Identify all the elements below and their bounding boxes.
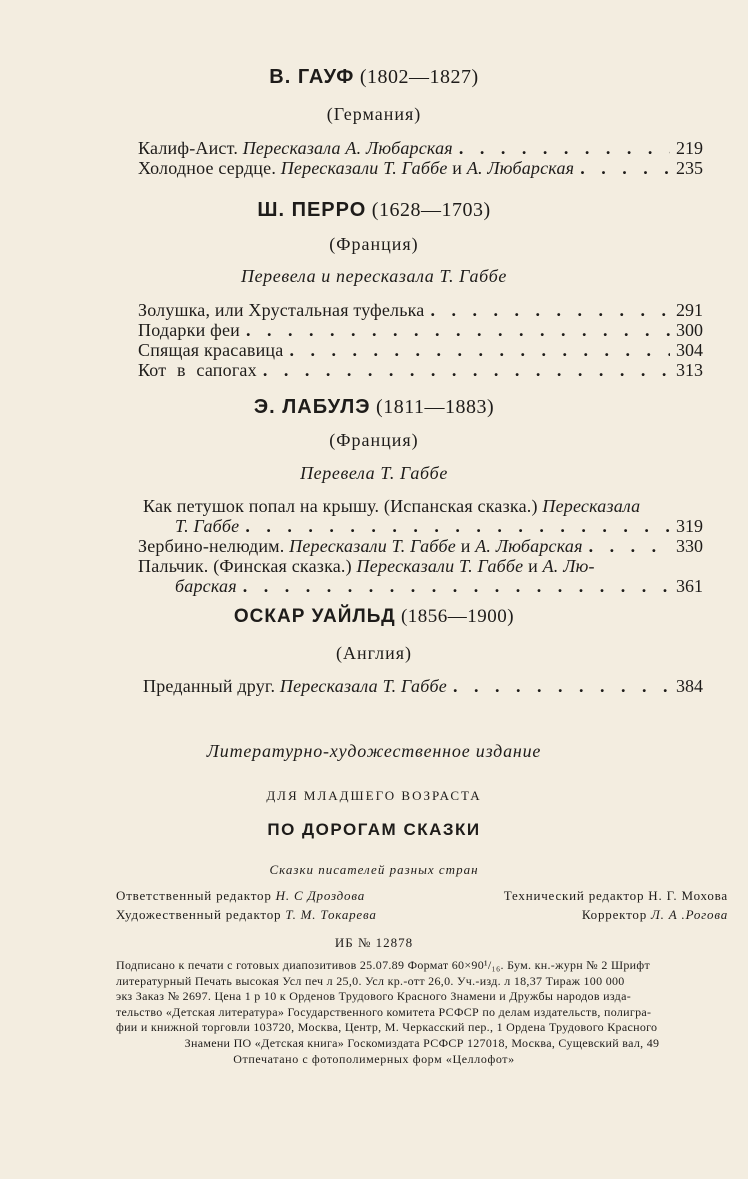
toc-entry[interactable] [138,360,703,380]
toc-page-number: 304 [676,340,703,360]
toc-page-number: 291 [676,300,703,320]
toc-laboulaye [138,496,703,596]
toc-entry-title: Подарки феи [138,320,240,340]
toc-hauff [138,138,703,178]
toc-entry[interactable] [138,158,703,178]
toc-page-number: 235 [676,158,703,178]
author-years: (1628—1703) [371,199,491,221]
dot-leader [243,576,670,596]
technical-editor: Технический редактор Н. Г. Мохова [503,888,728,903]
dot-leader [246,320,670,340]
author-heading-wilde [0,606,748,628]
toc-page-number: 219 [676,138,703,158]
book-subtitle: Сказки писателей разных стран [269,862,479,877]
dot-leader [263,360,670,380]
toc-entry-title: Кот в сапогах [138,360,257,380]
book-title: ПО ДОРОГАМ СКАЗКИ [267,820,481,839]
toc-wilde [143,676,703,696]
country-label: (Англия) [336,643,412,663]
author-years: (1802—1827) [359,66,479,88]
author-years: (1811—1883) [376,396,495,418]
toc-entry-title: Преданный друг. Пересказала Т. Габбе [143,676,447,696]
country-label: (Франция) [329,430,419,450]
toc-entry[interactable] [138,320,703,340]
toc-entry-title: Спящая красавица [138,340,284,360]
toc-entry[interactable] [138,300,703,320]
toc-page-number: 313 [676,360,703,380]
dot-leader [431,300,671,320]
corrector: Корректор Л. А .Рогова [581,907,728,922]
toc-page-number: 330 [676,536,703,556]
art-editor: Художественный редактор Т. М. Токарева [116,907,377,922]
dot-leader [453,676,670,696]
colophon-line: литературный Печать высокая Усл печ л 25,0. Усл кр.-отт 26,0. Уч.-изд. л 18,37 Тираж 100 000 [116,973,625,988]
responsible-editor: Ответственный редактор Н. С Дроздова [116,888,366,903]
translator-line: Перевела Т. Габбе [300,463,448,483]
dot-leader [459,138,670,158]
toc-entry[interactable] [138,340,703,360]
toc-entry-title: Пальчик. (Финская сказка.) Пересказали Т. Габбе и А. Лю- [138,556,595,576]
author-heading-hauff [0,66,748,89]
colophon-line: Подписано к печати с готовых диапозитивов 25.07.89 Формат 60×90¹/₁₆. Бум. кн.-журн № 2 Шрифт [116,958,651,972]
toc-entry[interactable]: Как петушок попал на крышу. (Испанская сказка.) Пересказала Т. Габбе . . . 319 [143,496,703,536]
author-name: Ш. ПЕРРО [257,199,367,221]
colophon-line: фии и книжной торговли 103720, Москва, Центр, М. Черкасский пер., 1 Ордена Трудового Красного [116,1020,658,1034]
toc-entry-title: Калиф-Аист. Пересказала А. Любарская [138,138,453,158]
toc-page-number: 319 [676,516,703,536]
toc-page-number: 300 [676,320,703,340]
toc-perrault [138,300,703,380]
printed-note: Отпечатано с фотополимерных форм «Целлофот» [233,1052,515,1066]
ib-number: ИБ № 12878 [334,935,414,950]
toc-entry[interactable] [143,676,703,696]
dot-leader [289,340,670,360]
author-name: Э. ЛАБУЛЭ [253,396,371,418]
toc-entry-title: Холодное сердце. Пересказали Т. Габбе и А. Любарская [138,158,575,178]
colophon-line: экз Заказ № 2697. Цена 1 р 10 к Орденов Трудового Красного Знамени и Дружбы народов изда- [116,989,631,1003]
edition-type: Литературно-художественное издание [206,741,542,761]
toc-page-number: 361 [676,576,703,596]
colophon-line: тельство «Детская литература» Государственного комитета РСФСР по делам издательств, полигра- [116,1004,652,1019]
toc-entry-title: Зербино-нелюдим. Пересказали Т. Габбе и А. Любарская [138,536,583,556]
country-label: (Германия) [326,104,422,124]
toc-entry-title: Как петушок попал на крышу. (Испанская сказка.) Пересказала [143,496,641,516]
colophon-line: Знамени ПО «Детская книга» Госкомиздата РСФСР 127018, Москва, Сущевский вал, 49 [184,1035,660,1050]
toc-entry[interactable]: Пальчик. (Финская сказка.) Пересказали Т. Габбе и А. Лю- барская . . . 361 [138,556,703,596]
author-heading-laboulaye [0,396,748,419]
author-years: (1856—1900) [400,606,515,627]
author-heading-perrault [0,199,748,222]
colophon [116,958,728,1051]
age-group: ДЛЯ МЛАДШЕГО ВОЗРАСТА [266,788,482,803]
toc-entry-title: Золушка, или Хрустальная туфелька [138,300,425,320]
dot-leader [245,516,670,536]
author-name: ОСКАР УАЙЛЬД [233,606,396,627]
toc-entry[interactable] [138,536,703,556]
translator-line: Перевела и пересказала Т. Габбе [240,266,508,286]
author-name: В. ГАУФ [269,66,355,88]
dot-leader [589,536,670,556]
toc-entry[interactable] [138,138,703,158]
dot-leader [580,158,670,178]
toc-page-number: 384 [676,676,703,696]
country-label: (Франция) [329,234,419,254]
